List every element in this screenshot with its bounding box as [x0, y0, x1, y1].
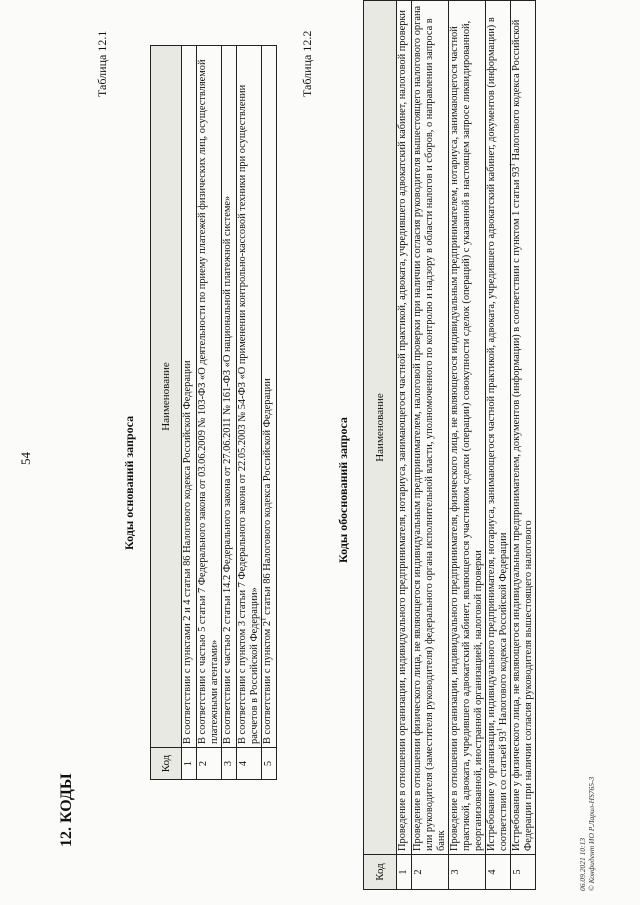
- footer-note: [578, 777, 596, 891]
- row-name-superscript: 1: [508, 163, 517, 167]
- table2-header-row: [364, 1, 397, 890]
- row-code: 2: [197, 748, 222, 780]
- table1-header-name: Наименование: [151, 46, 182, 748]
- row-name-text: Налогового кодекса Российской Федерации: [498, 532, 509, 728]
- row-name: [508, 1, 536, 855]
- page-number: 54: [18, 452, 33, 465]
- row-name-text: В соответствии с пунктом 2: [262, 620, 273, 744]
- row-code: 4: [486, 855, 511, 890]
- row-code: 4: [237, 748, 262, 780]
- row-code: 5: [511, 855, 536, 890]
- row-name: В соответствии с пунктами 2 и 4 статьи 86 Налогового кодекса Российской Федерации: [182, 46, 197, 748]
- row-code: 2: [412, 855, 449, 890]
- table-row: [511, 1, 536, 890]
- table1-caption: Таблица 12.1: [95, 30, 109, 97]
- footer-timestamp: 06.09.2021 10:13: [578, 837, 587, 891]
- table-row: [197, 46, 222, 780]
- table-row: [486, 1, 511, 890]
- row-code: 5: [262, 748, 277, 780]
- row-name: В соответствии с пунктом 3 статьи 7 Федерального закона от 22.05.2003 № 54-ФЗ «О применении контрольно-кассовой техники при осуществлении расчетов в Российской Федерации»: [237, 46, 262, 748]
- table1-header-code: Код: [151, 748, 182, 780]
- table2-header-name: Наименование: [364, 1, 397, 855]
- table-row: [397, 1, 412, 890]
- row-code: 1: [397, 855, 412, 890]
- row-name-superscript: 1: [495, 727, 504, 732]
- row-name: Проведение в отношении физического лица, не являющегося индивидуальным предпринимателем, налоговой проверки при наличии согласия руководителя вышестоящего налогового органа или руководителя (заместителя руководителя) федерального органа исполнительной власти, уполномоченного по контролю и надзору в области налогов и сборов, о направлении запроса в банк: [412, 1, 449, 855]
- table-row: [182, 46, 197, 780]
- row-name: Проведение в отношении организации, индивидуального предпринимателя, физического лица, не являющегося индивидуальным предпринимателем, нотариуса, занимающегося частной практикой, адвоката, учредившего адвокатский кабинет, являющегося участником сделки (операции) совокупности сделок (операций) с указанной в настоящем запросе ликвидированной, реорганизованной, иностранной организацией, налоговой проверки: [449, 1, 486, 855]
- row-code: 3: [222, 748, 237, 780]
- table-row: [237, 46, 262, 780]
- row-code: 1: [182, 748, 197, 780]
- table-row: [222, 46, 237, 780]
- row-name-text: Истребование у физического лица, не являющегося индивидуальным предпринимателем, документов (информации) в соответствии с пунктом 1 статьи 93: [511, 166, 522, 851]
- row-name-text: Истребование у организации, индивидуального предпринимателя, нотариуса, занимающегося частной практикой, адвоката, учредившего адвокатский кабинет, документов (информации) в соответствии со статьей 93: [486, 17, 509, 851]
- table-row: [412, 1, 449, 890]
- table2-heading: Коды обоснований запроса: [336, 417, 350, 563]
- table-row: [449, 1, 486, 890]
- table1: [150, 45, 277, 780]
- table-row: [262, 46, 277, 780]
- row-name-text: Налогового кодекса Российской Федерации при наличии согласия руководителя вышестоящего налогового: [511, 19, 534, 851]
- table1-header-row: [151, 46, 182, 780]
- row-name: Проведение в отношении организации, индивидуального предпринимателя, нотариуса, занимающегося частной практикой, адвоката, учредившего адвокатский кабинет, налоговой проверки: [397, 1, 412, 855]
- row-name-text: статьи 86 Налогового кодекса Российской Федерации: [262, 378, 273, 618]
- table2-caption: Таблица 12.2: [300, 30, 314, 97]
- table2: [363, 0, 536, 890]
- row-name: В соответствии с частью 5 статьи 7 Федерального закона от 03.06.2009 № 103-ФЗ «О деятельности по приему платежей физических лиц, осуществляемой платежными агентами»: [197, 46, 222, 748]
- table1-heading: Коды оснований запроса: [122, 415, 136, 550]
- row-name-superscript: 1: [259, 617, 268, 621]
- row-code: 3: [449, 855, 486, 890]
- row-name: [486, 1, 511, 855]
- row-name: [259, 46, 277, 748]
- section-title: 12. КОДЫ: [58, 773, 75, 847]
- footer-copyright: © Конфидент ИО Р.Ларил-НS765-3: [587, 776, 596, 891]
- row-name: В соответствии с частью 2 статьи 14.2 Федерального закона от 27.06.2011 № 161-ФЗ «О национальной платежной системе»: [222, 46, 237, 748]
- table2-header-code: Код: [364, 855, 397, 890]
